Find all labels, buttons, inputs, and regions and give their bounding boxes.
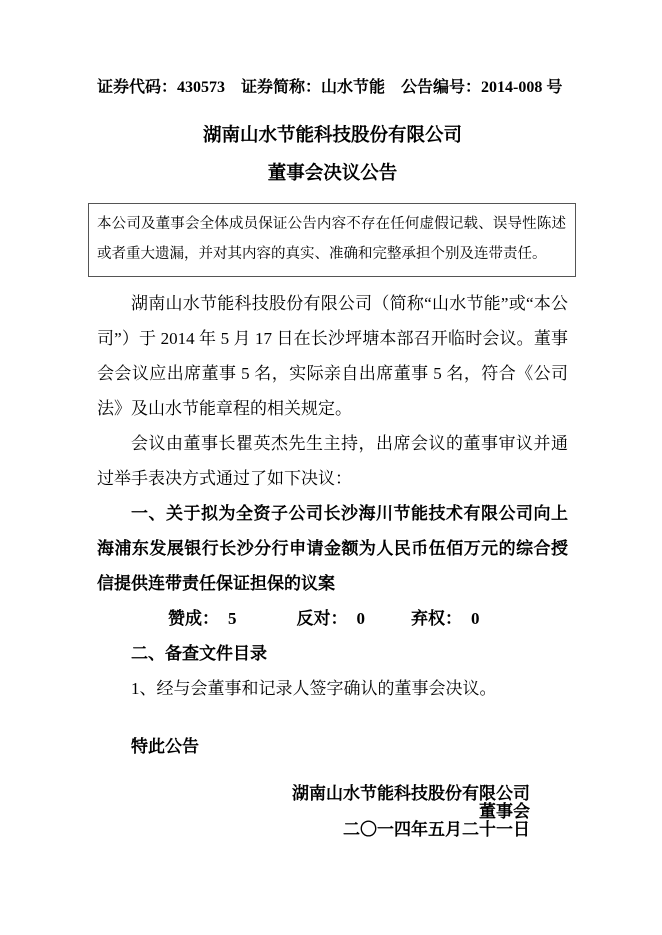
vote-against-value: 0	[356, 609, 365, 628]
vote-abstain-value: 0	[471, 609, 480, 628]
vote-approve-label: 赞成：	[168, 609, 219, 628]
vote-approve-value: 5	[228, 609, 237, 628]
vote-abstain-label: 弃权：	[411, 609, 462, 628]
signature-date: 二〇一四年五月二十一日	[343, 820, 530, 839]
section-2-item-1: 1、经与会董事和记录人签字确认的董事会决议。	[131, 679, 497, 698]
announcement-title: 董事会决议公告	[267, 164, 398, 184]
meeting-paragraph: 湖南山水节能科技股份有限公司（简称“山水节能”或“本公司”）于 2014 年 5 月 17 日在长沙坪塘本部召开临时会议。董事会会议应出席董事 5 名，实际亲自出席董事 5 名，符合《公司法》及山水节能章程的相关规定。	[97, 294, 568, 418]
signature-board: 董事会	[479, 802, 530, 821]
securities-info-line: 证券代码：430573 证券简称：山水节能 公告编号：2014-008 号	[97, 79, 563, 96]
disclaimer-box	[88, 203, 576, 277]
signature-company: 湖南山水节能科技股份有限公司	[292, 784, 530, 803]
resolution-1-heading: 一、关于拟为全资子公司长沙海川节能技术有限公司向上海浦东发展银行长沙分行申请金额为人民币伍佰万元的综合授信提供连带责任保证担保的议案	[97, 504, 568, 593]
company-name-title: 湖南山水节能科技股份有限公司	[202, 126, 462, 146]
signature-block	[97, 785, 568, 839]
vote-results-line	[97, 601, 568, 636]
chairman-paragraph: 会议由董事长瞿英杰先生主持，出席会议的董事审议并通过举手表决方式通过了如下决议：	[97, 434, 568, 488]
closing-statement: 特此公告	[131, 737, 199, 756]
vote-against-label: 反对：	[296, 609, 348, 628]
disclaimer-text: 本公司及董事会全体成员保证公告内容不存在任何虚假记载、误导性陈述或者重大遗漏，并对其内容的真实、准确和完整承担个别及连带责任。	[97, 216, 566, 262]
vote-approve-group	[168, 609, 237, 628]
section-2-heading: 二、备查文件目录	[131, 644, 267, 663]
vote-against-group	[297, 609, 366, 628]
vote-abstain-group	[411, 609, 480, 628]
